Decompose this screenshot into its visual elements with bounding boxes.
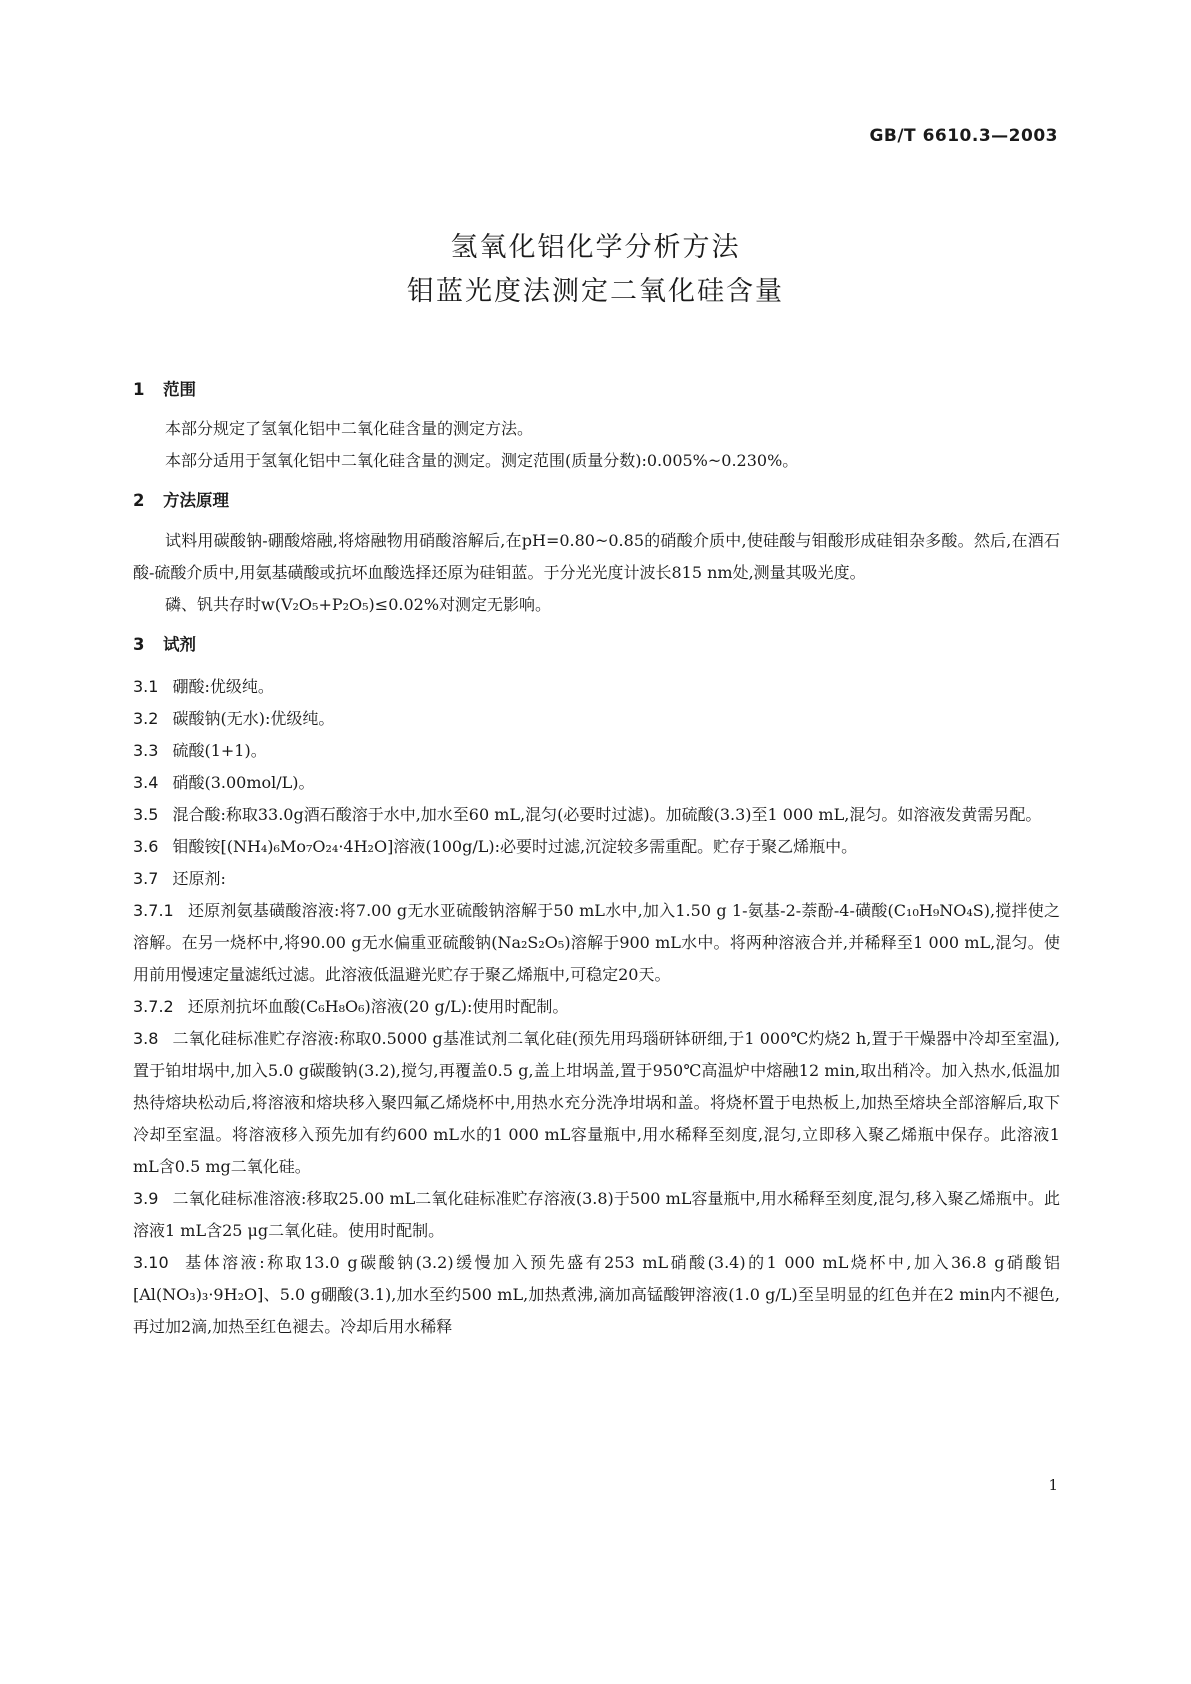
item-number: 3.4 — [133, 773, 159, 792]
item-text: 碳酸钠(无水):优级纯。 — [172, 709, 335, 728]
section-title: 试剂 — [163, 635, 196, 654]
item-text: 基体溶液:称取13.0 g碳酸钠(3.2)缓慢加入预先盛有253 mL硝酸(3.4)的1 000 mL烧杯中,加入36.8 g硝酸铝[Al(NO₃)₃·9H₂O]、5.0 g硼酸(3.1),加水至约500 mL,加热煮沸,滴加高锰酸钾溶液(1.0 g/L)至呈明显的红色并在2 min内不褪色,再过加2滴,加热至红色褪去。冷却后用水稀释 — [133, 1253, 1060, 1336]
section-number: 1 — [133, 380, 145, 399]
reagent-item — [133, 1023, 1060, 1183]
item-text: 二氧化硅标准贮存溶液:称取0.5000 g基准试剂二氧化硅(预先用玛瑙研钵研细,于1 000℃灼烧2 h,置于干燥器中冷却至室温),置于铂坩埚中,加入5.0 g碳酸钠(3.2),搅匀,再覆盖0.5 g,盖上坩埚盖,置于950℃高温炉中熔融12 min,取出稍冷。加入热水,低温加热待熔块松动后,将溶液和熔块移入聚四氟乙烯烧杯中,用热水充分洗净坩埚和盖。将烧杯置于电热板上,加热至熔块全部溶解后,取下冷却至室温。将溶液移入预先加有约600 mL水的1 000 mL容量瓶中,用水稀释至刻度,混匀,立即移入聚乙烯瓶中保存。此溶液1 mL含0.5 mg二氧化硅。 — [133, 1029, 1060, 1176]
title-line-2: 钼蓝光度法测定二氧化硅含量 — [407, 276, 784, 307]
paragraph: 本部分规定了氢氧化铝中二氧化硅含量的测定方法。 — [165, 419, 534, 438]
item-text: 硫酸(1+1)。 — [172, 741, 267, 760]
reagent-item — [133, 735, 1060, 767]
item-text: 钼酸铵[(NH₄)₆Mo₇O₂₄·4H₂O]溶液(100g/L):必要时过滤,沉淀较多需重配。贮存于聚乙烯瓶中。 — [172, 837, 858, 856]
item-number: 3.5 — [133, 805, 159, 824]
item-number: 3.3 — [133, 741, 159, 760]
reagent-item — [133, 799, 1060, 831]
paragraph: 试料用碳酸钠-硼酸熔融,将熔融物用硝酸溶解后,在pH=0.80~0.85的硝酸介质中,使硅酸与钼酸形成硅钼杂多酸。然后,在酒石酸-硫酸介质中,用氨基磺酸或抗坏血酸选择还原为硅钼蓝。于分光光度计波长815 nm处,测量其吸光度。 — [133, 531, 1060, 582]
item-number: 3.7.1 — [133, 901, 174, 920]
item-text: 硝酸(3.00mol/L)。 — [172, 773, 315, 792]
page-number: 1 — [1048, 1476, 1058, 1494]
item-text: 混合酸:称取33.0g酒石酸溶于水中,加水至60 mL,混匀(必要时过滤)。加硫酸(3.3)至1 000 mL,混匀。如溶液发黄需另配。 — [172, 805, 1042, 824]
paragraph: 本部分适用于氢氧化铝中二氧化硅含量的测定。测定范围(质量分数):0.005%~0.230%。 — [165, 451, 799, 470]
reagent-item — [133, 767, 1060, 799]
item-text: 还原剂氨基磺酸溶液:将7.00 g无水亚硫酸钠溶解于50 mL水中,加入1.50 g 1-氨基-2-萘酚-4-磺酸(C₁₀H₉NO₄S),搅拌使之溶解。在另一烧杯中,将90.00 g无水偏重亚硫酸钠(Na₂S₂O₅)溶解于900 mL水中。将两种溶液合并,并稀释至1 000 mL,混匀。使用前用慢速定量滤纸过滤。此溶液低温避光贮存于聚乙烯瓶中,可稳定20天。 — [133, 901, 1060, 984]
item-number: 3.7.2 — [133, 997, 174, 1016]
document-body — [133, 374, 1060, 1343]
section-title: 范围 — [163, 380, 196, 399]
item-text: 硼酸:优级纯。 — [172, 677, 274, 696]
section-3-heading — [133, 629, 1060, 661]
paragraph: 磷、钒共存时w(V₂O₅+P₂O₅)≤0.02%对测定无影响。 — [165, 595, 552, 614]
section-1-heading — [133, 374, 1060, 406]
item-text: 还原剂: — [172, 869, 226, 888]
item-number: 3.2 — [133, 709, 159, 728]
reagent-item — [133, 991, 1060, 1023]
reagent-item — [133, 671, 1060, 703]
section-number: 3 — [133, 635, 145, 654]
section-title: 方法原理 — [163, 491, 229, 510]
reagent-item — [133, 863, 1060, 895]
reagent-item — [133, 831, 1060, 863]
reagent-item — [133, 703, 1060, 735]
item-number: 3.7 — [133, 869, 159, 888]
item-number: 3.6 — [133, 837, 159, 856]
section-number: 2 — [133, 491, 145, 510]
item-text: 二氧化硅标准溶液:移取25.00 mL二氧化硅标准贮存溶液(3.8)于500 mL容量瓶中,用水稀释至刻度,混匀,移入聚乙烯瓶中。此溶液1 mL含25 μg二氧化硅。使用时配制。 — [133, 1189, 1060, 1240]
title-line-1: 氢氧化铝化学分析方法 — [450, 232, 741, 263]
standard-number: GB/T 6610.3—2003 — [869, 126, 1058, 146]
document-title — [0, 226, 1191, 314]
reagent-item — [133, 895, 1060, 991]
reagent-item — [133, 1183, 1060, 1247]
reagent-item — [133, 1247, 1060, 1343]
item-number: 3.1 — [133, 677, 159, 696]
item-text: 还原剂抗坏血酸(C₆H₈O₆)溶液(20 g/L):使用时配制。 — [187, 997, 569, 1016]
item-number: 3.8 — [133, 1029, 159, 1048]
item-number: 3.10 — [133, 1253, 169, 1272]
section-2-heading — [133, 485, 1060, 517]
item-number: 3.9 — [133, 1189, 159, 1208]
